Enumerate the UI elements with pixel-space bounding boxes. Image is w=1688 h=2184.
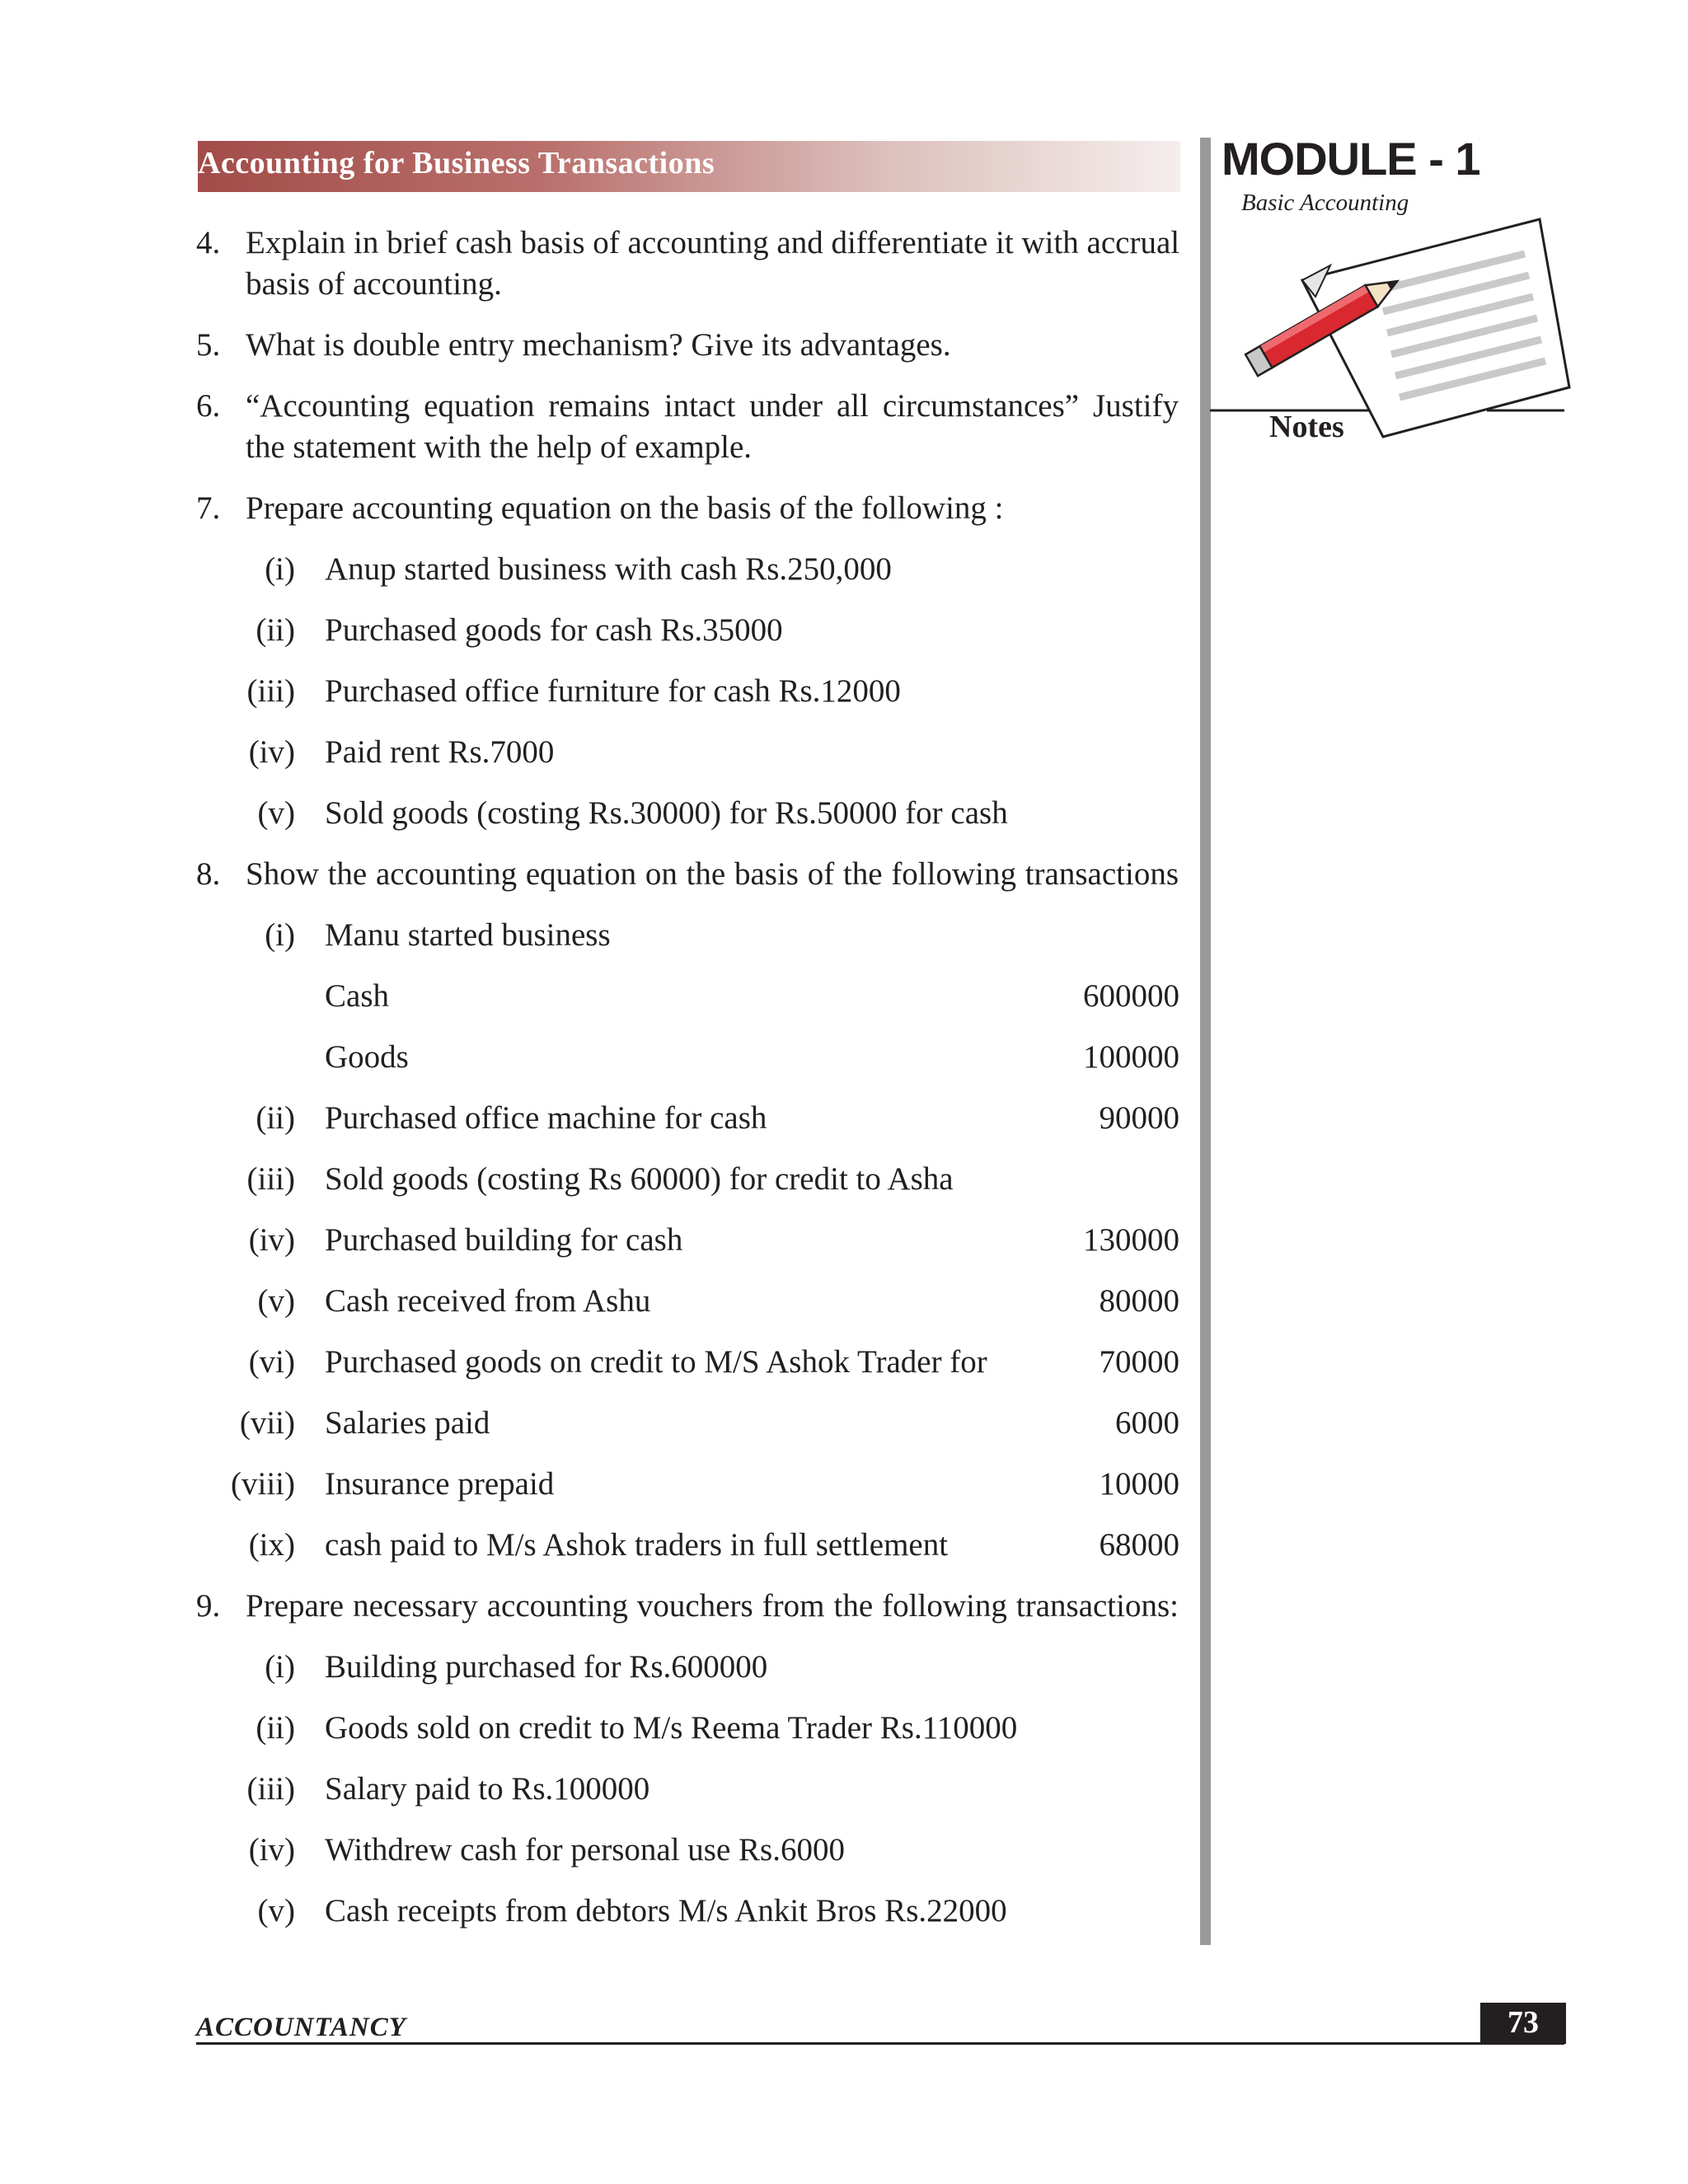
item-number: (iv) — [248, 1832, 295, 1868]
item-text: Goods sold on credit to M/s Reema Trader Rs.110000 — [325, 1710, 1018, 1746]
item-text: Sold goods (costing Rs 60000) for credit to Asha — [325, 1161, 954, 1197]
notes-label: Notes — [1269, 410, 1344, 444]
item-number: (i) — [265, 917, 295, 953]
item-text: Withdrew cash for personal use Rs.6000 — [325, 1832, 845, 1868]
question-number: 8. — [196, 856, 221, 892]
item-text: Insurance prepaid — [325, 1466, 555, 1502]
page-number: 73 — [1507, 2005, 1539, 2040]
question-text: Prepare accounting equation on the basis of the following : — [246, 490, 1004, 526]
item-text: Purchased building for cash — [325, 1222, 683, 1258]
item-number: (vi) — [248, 1344, 295, 1380]
item-amount: 600000 — [1083, 978, 1179, 1014]
item-number: (ii) — [256, 1710, 295, 1746]
item-text: cash paid to M/s Ashok traders in full settlement — [325, 1527, 949, 1563]
module-title: MODULE - 1 — [1221, 133, 1480, 185]
item-text: Purchased goods on credit to M/S Ashok Trader for — [325, 1344, 987, 1380]
item-amount: 70000 — [1099, 1344, 1179, 1380]
item-text: Salaries paid — [325, 1405, 490, 1441]
item-amount: 100000 — [1083, 1039, 1179, 1075]
item-number: (v) — [257, 795, 295, 831]
item-amount: 68000 — [1099, 1527, 1179, 1563]
item-text: Paid rent Rs.7000 — [325, 734, 555, 770]
item-text: Purchased office machine for cash — [325, 1100, 767, 1136]
item-amount: 80000 — [1099, 1283, 1179, 1319]
item-text: Cash received from Ashu — [325, 1283, 651, 1319]
question-number: 5. — [196, 327, 221, 363]
item-number: (iii) — [246, 673, 295, 709]
item-number: (vii) — [239, 1405, 295, 1441]
item-text: Sold goods (costing Rs.30000) for Rs.50000 for cash — [325, 795, 1008, 831]
question-text: the statement with the help of example. — [246, 429, 753, 465]
item-text: Cash receipts from debtors M/s Ankit Bros Rs.22000 — [325, 1893, 1007, 1929]
item-number: (ix) — [248, 1527, 295, 1563]
question-number: 4. — [196, 225, 221, 260]
item-text: Purchased office furniture for cash Rs.12000 — [325, 673, 901, 709]
item-number: (iii) — [246, 1771, 295, 1807]
question-text: Prepare necessary accounting vouchers from the following transactions: — [246, 1588, 1179, 1624]
module-subtitle: Basic Accounting — [1241, 190, 1409, 216]
item-text: Purchased goods for cash Rs.35000 — [325, 612, 783, 648]
item-number: (ii) — [256, 1100, 295, 1136]
question-text: Explain in brief cash basis of accounting and differentiate it with accrual — [246, 225, 1180, 260]
question-number: 6. — [196, 388, 221, 424]
notepad-pencil-icon — [1210, 214, 1573, 453]
item-text: Manu started business — [325, 917, 611, 953]
item-text: Cash — [325, 978, 389, 1014]
question-text: basis of accounting. — [246, 266, 502, 302]
question-text: “Accounting equation remains intact under all circumstances” Justify — [246, 388, 1179, 424]
item-amount: 10000 — [1099, 1466, 1179, 1502]
item-number: (iii) — [246, 1161, 295, 1197]
item-amount: 130000 — [1083, 1222, 1179, 1258]
item-number: (i) — [265, 1649, 295, 1685]
item-number: (iv) — [248, 734, 295, 770]
item-number: (viii) — [231, 1466, 295, 1502]
question-text: Show the accounting equation on the basis of the following transactions — [246, 856, 1179, 892]
item-text: Goods — [325, 1039, 409, 1075]
footer-rule — [196, 2042, 1564, 2045]
question-number: 7. — [196, 490, 221, 526]
item-text: Building purchased for Rs.600000 — [325, 1649, 768, 1685]
item-number: (iv) — [248, 1222, 295, 1258]
item-text: Anup started business with cash Rs.250,000 — [325, 551, 892, 587]
footer-subject: ACCOUNTANCY — [196, 2013, 406, 2042]
item-text: Salary paid to Rs.100000 — [325, 1771, 650, 1807]
item-number: (ii) — [256, 612, 295, 648]
question-text: What is double entry mechanism? Give its advantages. — [246, 327, 951, 363]
item-number: (v) — [257, 1893, 295, 1929]
item-amount: 6000 — [1115, 1405, 1179, 1441]
item-amount: 90000 — [1099, 1100, 1179, 1136]
item-number: (v) — [257, 1283, 295, 1319]
question-number: 9. — [196, 1588, 221, 1624]
section-title: Accounting for Business Transactions — [198, 146, 715, 180]
item-number: (i) — [265, 551, 295, 587]
